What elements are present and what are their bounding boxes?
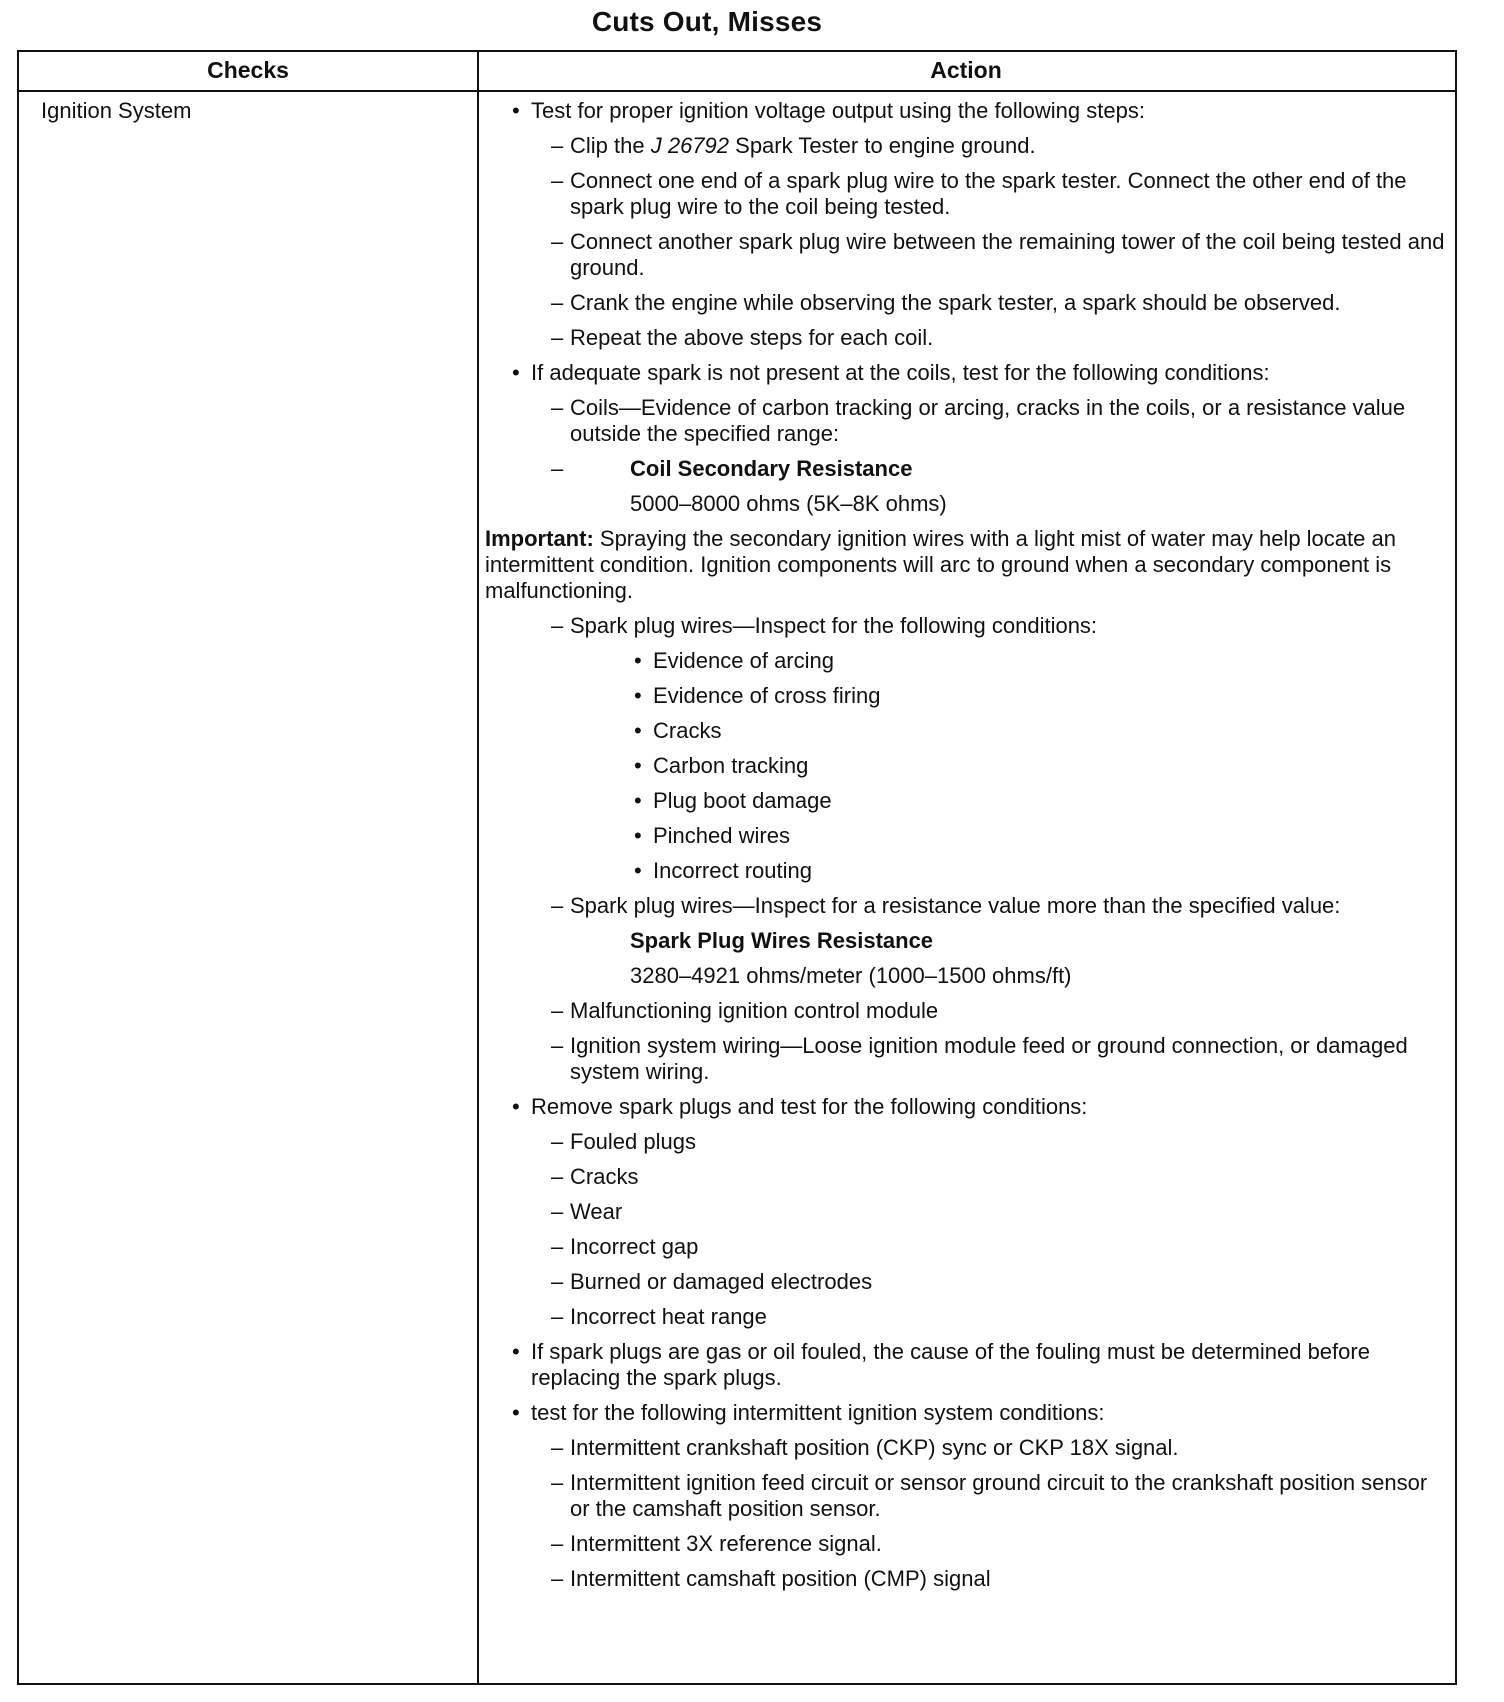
list-item: • Evidence of cross firing	[485, 683, 1450, 709]
list-item: – Incorrect gap	[485, 1234, 1450, 1260]
action-column-header: Action	[930, 57, 1002, 83]
list-item: – Intermittent 3X reference signal.	[485, 1531, 1450, 1557]
list-item: • Pinched wires	[485, 823, 1450, 849]
step-connect-wire: – Connect one end of a spark plug wire to the spark tester. Connect the other end of the spark plug wire to the coil being tested.	[485, 168, 1450, 220]
header-divider	[19, 90, 1455, 92]
list-item: – Intermittent camshaft position (CMP) signal	[485, 1566, 1450, 1592]
important-text: Spraying the secondary ignition wires with a light mist of water may help locate an intermittent condition. Ignition components will arc to ground when a secondary component is malfunctioning.	[485, 526, 1396, 603]
list-item: • Incorrect routing	[485, 858, 1450, 884]
list-item: • Plug boot damage	[485, 788, 1450, 814]
item-wires-inspect: – Spark plug wires—Inspect for the following conditions:	[485, 613, 1450, 639]
bullet-no-spark: • If adequate spark is not present at the coils, test for the following conditions:	[485, 360, 1450, 386]
step-connect-another: – Connect another spark plug wire between the remaining tower of the coil being tested and ground.	[485, 229, 1450, 281]
list-item: – Fouled plugs	[485, 1129, 1450, 1155]
tool-number: J 26792	[650, 133, 730, 158]
item-coils: – Coils—Evidence of carbon tracking or arcing, cracks in the coils, or a resistance value outside the specified range:	[485, 395, 1450, 447]
page-title: Cuts Out, Misses	[591, 6, 823, 37]
list-item: – Cracks	[485, 1164, 1450, 1190]
wire-spec-heading: Spark Plug Wires Resistance	[630, 928, 934, 953]
list-item: – Incorrect heat range	[485, 1304, 1450, 1330]
list-item: – Intermittent ignition feed circuit or sensor ground circuit to the crankshaft position sensor or the camshaft position sensor.	[485, 1470, 1450, 1522]
bullet-intermittent: • test for the following intermittent ignition system conditions:	[485, 1400, 1450, 1426]
coil-spec-heading	[485, 456, 1450, 482]
list-item: • Carbon tracking	[485, 753, 1450, 779]
coil-spec-heading-text: Coil Secondary Resistance	[630, 456, 913, 481]
coil-spec-value: 5000–8000 ohms (5K–8K ohms)	[630, 491, 947, 516]
list-item: • Cracks	[485, 718, 1450, 744]
list-item: – Wear	[485, 1199, 1450, 1225]
step-clip-post: Spark Tester to engine ground.	[735, 133, 1036, 158]
bullet-remove-plugs: • Remove spark plugs and test for the following conditions:	[485, 1094, 1450, 1120]
action-cell	[485, 98, 1450, 1601]
column-divider	[477, 52, 479, 1683]
list-item: – Burned or damaged electrodes	[485, 1269, 1450, 1295]
item-wires-resistance: – Spark plug wires—Inspect for a resistance value more than the specified value:	[485, 893, 1450, 919]
step-crank-engine: – Crank the engine while observing the spark tester, a spark should be observed.	[485, 290, 1450, 316]
check-ignition-system: Ignition System	[41, 98, 192, 123]
wire-spec-value: 3280–4921 ohms/meter (1000–1500 ohms/ft)	[630, 963, 1072, 988]
item-icm: – Malfunctioning ignition control module	[485, 998, 1450, 1024]
diagnosis-table	[17, 50, 1457, 1685]
list-item: – Intermittent crankshaft position (CKP) sync or CKP 18X signal.	[485, 1435, 1450, 1461]
important-note	[485, 526, 1450, 604]
step-clip-tester	[485, 133, 1450, 159]
bullet-test-voltage: • Test for proper ignition voltage output using the following steps:	[485, 98, 1450, 124]
step-repeat: – Repeat the above steps for each coil.	[485, 325, 1450, 351]
important-label: Important:	[485, 526, 594, 551]
checks-column-header: Checks	[207, 57, 289, 83]
item-wiring: – Ignition system wiring—Loose ignition module feed or ground connection, or damaged system wiring.	[485, 1033, 1450, 1085]
step-clip-pre: Clip the	[570, 133, 645, 158]
bullet-fouled-plugs: • If spark plugs are gas or oil fouled, the cause of the fouling must be determined before replacing the spark plugs.	[485, 1339, 1450, 1391]
list-item: • Evidence of arcing	[485, 648, 1450, 674]
